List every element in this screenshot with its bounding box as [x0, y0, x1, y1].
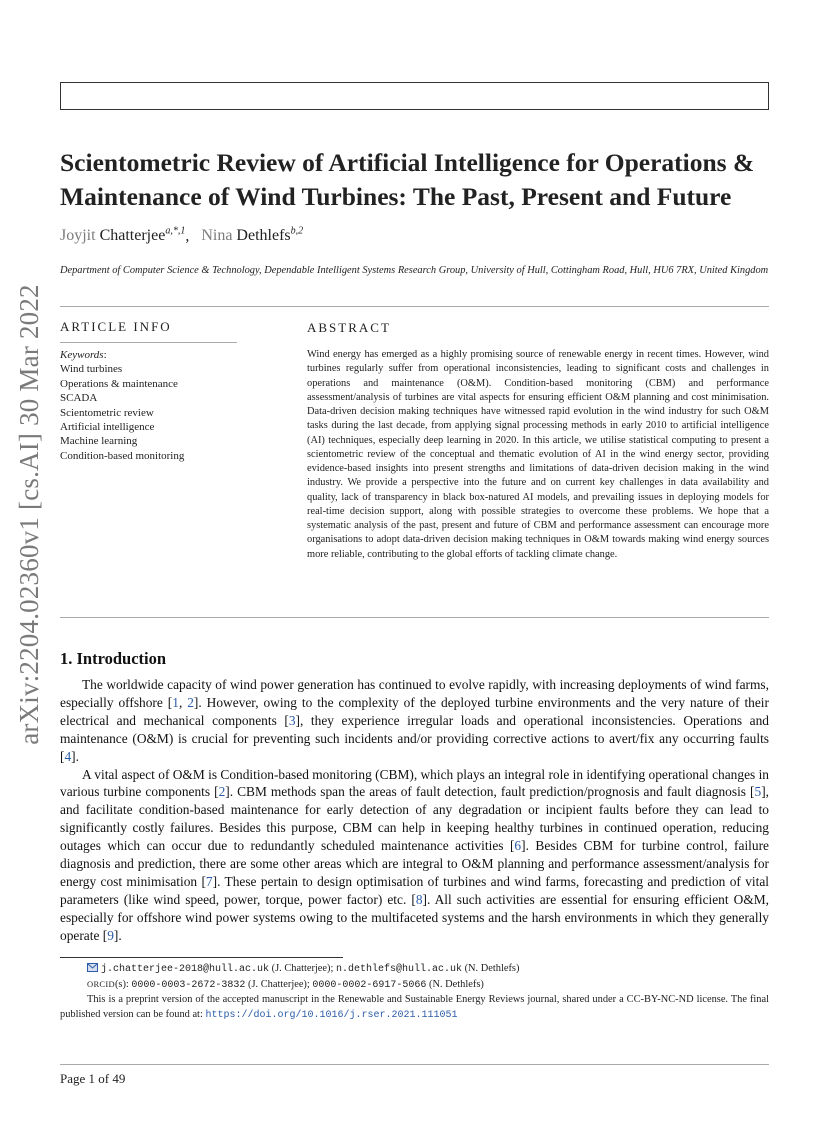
citation-link[interactable]: 4	[64, 748, 72, 764]
article-info-heading: ARTICLE INFO	[60, 319, 172, 334]
citation-link[interactable]: 6	[514, 838, 522, 854]
keywords-label: Keywords	[60, 349, 104, 361]
citation-link[interactable]: 2	[218, 784, 226, 800]
keyword-item: Operations & maintenance	[60, 377, 178, 390]
introduction-body	[60, 676, 769, 945]
keywords-block: Keywords: Wind turbines Operations & maintenance SCADA Scientometric review Artificial intelligence Machine learning Condition-based monitoring	[60, 349, 185, 462]
keyword-item: Machine learning	[60, 435, 138, 448]
citation-link[interactable]: 7	[205, 873, 213, 889]
arxiv-identifier-stamp	[4, 252, 54, 777]
divider	[60, 342, 237, 343]
arxiv-id-text: arXiv:2204.02360v1 [cs.AI] 30 Mar 2022	[13, 284, 44, 745]
abstract-text: Wind energy has emerged as a highly promising source of renewable energy in recent times. However, wind turbines regularly suffer from operational inconsistencies, leading to significant costs and challenges in operations and maintenance (O&M). Condition-based monitoring (CBM) and performance assessment/analysis of turbines are vital aspects for ensuring efficient O&M planning and cost minimisation. Data-driven decision making techniques have witnessed rapid evolution in the wind industry for such O&M tasks during the last decade, from applying signal processing methods in early 2010 to artificial intelligence (AI) techniques, especially deep learning in 2020. In this article, we utilise statistical computing to present a scientometric review of the conceptual and thematic evolution of AI in the wind energy sector, providing evidence-based insights into present strengths and limitations of data-driven decision making in the wind industry. We provide a perspective into the future and on current key challenges in data availability and quality, lack of transparency in black box-natured AI models, and prevailing issues in deploying models for real-time decision support, along with possible strategies to overcome these problems. We hope that a systematic analysis of the past, present and future of CBM and performance assessment can encourage more organisations to adopt data-driven decision making techniques in O&M towards making wind energy sources more reliable, contributing to the global efforts of tackling climate change.	[307, 349, 769, 560]
header-frame	[60, 82, 769, 110]
footnotes	[60, 962, 769, 1023]
citation-link[interactable]: 8	[415, 891, 423, 907]
orcid-link[interactable]: 0000-0003-2672-3832	[131, 980, 246, 992]
email-link[interactable]: j.chatterjee-2018@hull.ac.uk	[101, 964, 270, 975]
citation-link[interactable]: 5	[754, 784, 762, 800]
footnote-orcid: ORCID(s): 0000-0003-2672-3832 (J. Chatterjee); 0000-0002-6917-5066 (N. Dethlefs)	[87, 979, 484, 992]
citation-link[interactable]: 1	[172, 694, 179, 710]
paragraph: A vital aspect of O&M is Condition-based monitoring (CBM), which plays an integral role in identifying operational changes in various turbine components [2]. CBM methods span the areas of fault detection, fault prediction/prognosis and fault diagnosis [5], and facilitate condition-based maintenance for early detection of any degradation or incipient faults before they can lead to significantly costly failures. Besides this purpose, CBM can help in keeping healthy turbines in continued operation, reducing outages which can occur due to redundantly scheduled maintenance activities [6]. Besides CBM for turbine control, failure diagnosis and prediction, there are some other areas which are integral to O&M planning and performance assessment/analysis for energy cost minimisation [7]. These pertain to design optimisation of turbines and wind farms, forecasting and prediction of vital parameters (like wind speed, power, torque, power factor) etc. [8]. All such activities are essential for ensuring efficient O&M, especially for offshore wind power systems owing to the multifaceted systems and the harsh environments in which they generally operate [9].	[60, 766, 769, 943]
keyword-item: Scientometric review	[60, 406, 154, 419]
paragraph: The worldwide capacity of wind power generation has continued to evolve rapidly, with increasing deployments of wind farms, especially offshore [1, 2]. However, owing to the complexity of the deployed turbine environments and the very nature of their electrical and mechanical components [3], they experience irregular loads and operational inconsistencies. Operations and maintenance (O&M) is crucial for preventing such incidents and/or providing corrective actions to avert/fix any occurring faults [4].	[60, 677, 770, 764]
divider	[60, 306, 769, 307]
author: Joyjit Chatterjee$^{a,*,1}$	[60, 226, 186, 245]
affiliation: Department of Computer Science & Technology, Dependable Intelligent Systems Research Group, University of Hull, Cottingham Road, Hull, HU6 7RX, United Kingdom	[60, 265, 769, 276]
paper-title: Scientometric Review of Artificial Intelligence for Operations & Maintenance of Wind Turbines: The Past, Present and Future	[60, 148, 755, 211]
section-heading-introduction: 1. Introduction	[60, 649, 167, 668]
footnote-license: This is a preprint version of the accepted manuscript in the Renewable and Sustainable Energy Reviews journal, shared under a CC-BY-NC-ND license. The final published version can be found at: https://doi.org/10.1016/j.rser.2021.111051	[60, 994, 769, 1021]
citation-link[interactable]: 3	[288, 712, 296, 728]
abstract-heading: ABSTRACT	[307, 320, 391, 335]
keyword-item: Artificial intelligence	[60, 421, 155, 434]
keywords-list	[60, 362, 184, 463]
email-link[interactable]: n.dethlefs@hull.ac.uk	[335, 964, 462, 975]
footnote-email: j.chatterjee-2018@hull.ac.uk (J. Chatterjee); n.dethlefs@hull.ac.uk (N. Dethlefs)	[60, 962, 769, 977]
keyword-item: Wind turbines	[60, 363, 123, 376]
keyword-item: SCADA	[60, 392, 98, 405]
footer-divider	[60, 1064, 769, 1065]
orcid-link[interactable]: 0000-0002-6917-5066	[312, 980, 427, 992]
page-number: Page 1 of 49	[60, 1071, 126, 1086]
citation-link[interactable]: 2	[187, 694, 194, 710]
envelope-icon	[87, 963, 98, 972]
keyword-item: Condition-based monitoring	[60, 449, 185, 462]
author-list: Joyjit Chatterjee$^{a,*,1}$, Nina Dethlefs$^{b,2}$	[60, 226, 304, 245]
doi-link[interactable]: https://doi.org/10.1016/j.rser.2021.111051	[205, 1009, 458, 1021]
citation-link[interactable]: 9	[107, 927, 114, 943]
divider	[60, 617, 769, 618]
author: Nina Dethlefs$^{b,2}$	[201, 226, 304, 245]
footnote-rule	[60, 957, 343, 958]
